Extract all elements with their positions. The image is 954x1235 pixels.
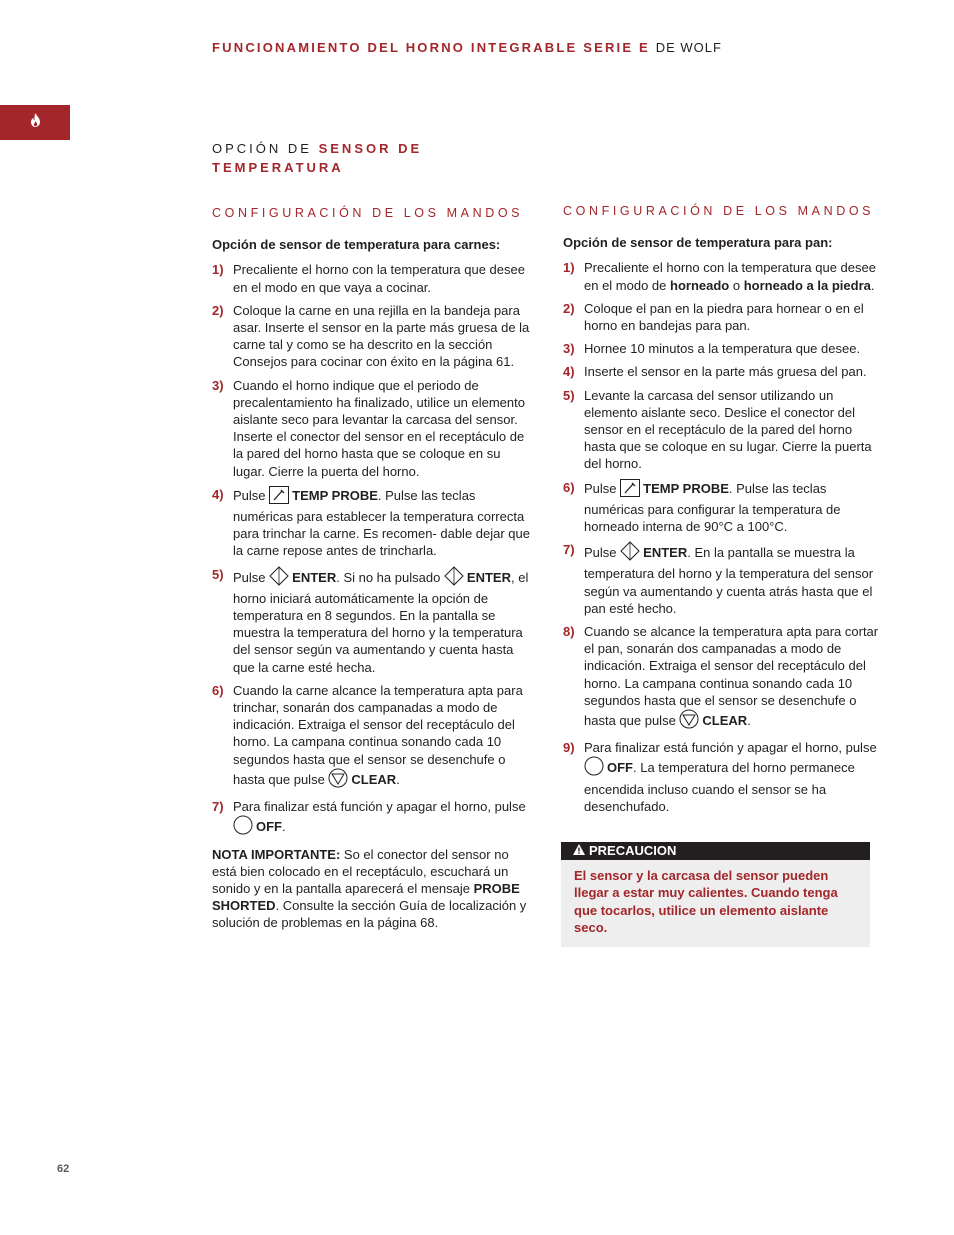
list-item	[563, 340, 883, 357]
step-text: . Pulse las teclas numéricas para configurar la temperatura de horneado interna de 90°C a 100°C.	[584, 480, 841, 535]
step-number: 3)	[212, 377, 224, 393]
step-text: Cuando la carne alcance la temperatura apta para trinchar, sonarán dos campanadas a modo de indicación. Extraiga el sensor del receptáculo del horno. La campana continua sonando cada 10 segundos hasta que el sensor se desenchufe o hasta que pulse	[233, 682, 523, 787]
enter-key-icon	[620, 541, 640, 565]
clear-key-icon	[679, 709, 699, 733]
step-text: . Si no ha pulsado	[336, 569, 441, 585]
list-item	[563, 363, 883, 380]
list-item	[212, 486, 532, 560]
step-text: Pulse	[584, 480, 617, 496]
note-text: So el conector del sensor no está bien colocado en el receptáculo, escuchará un sonido y en la pantalla aparecerá el mensaje	[212, 846, 509, 896]
caution-box	[561, 842, 870, 947]
step-text: Coloque la carne en una rejilla en la bandeja para asar. Inserte el sensor en la parte más gruesa de la carne tal y como se ha descrito en la sección Consejos para cocinar con éxito en la página 61.	[233, 302, 530, 370]
list-item	[563, 739, 883, 815]
enter-key-icon	[269, 566, 289, 590]
key-label: ENTER	[643, 545, 688, 561]
step-text: Cuando se alcance la temperatura apta para cortar el pan, sonarán dos campanadas a modo de indicación. Extraiga el sensor del receptáculo del horno. La campana continua sonando cada 10 segundos hasta que el sensor se desenchufe o hasta que pulse	[584, 624, 879, 729]
header-brand: DE WOLF	[655, 40, 722, 55]
list-item	[212, 682, 532, 792]
running-header	[212, 40, 722, 55]
key-label: OFF	[256, 819, 282, 835]
step-text: Cuando el horno indique que el periodo de precalentamiento ha finalizado, utilice un elemento aislante seco para levantar la carcasa del sensor. Inserte el conector del sensor en el receptáculo de la pared del horno hasta que se coloque en su lugar. Cierre la puerta del horno.	[233, 377, 525, 479]
step-bold: horneado a la piedra	[743, 277, 871, 293]
key-label: OFF	[607, 760, 633, 776]
right-column	[563, 203, 883, 821]
step-text: Para finalizar está función y apagar el horno, pulse	[584, 740, 877, 756]
step-number: 1)	[212, 262, 224, 278]
step-number: 4)	[563, 364, 575, 380]
step-text: .	[870, 277, 875, 293]
list-item	[212, 377, 532, 480]
step-text: .	[396, 771, 400, 787]
section-tab	[0, 105, 70, 140]
note-text: . Consulte la sección Guía de localización y solución de problemas en la página 68.	[212, 898, 527, 931]
right-intro: Opción de sensor de temperatura para pan:	[563, 235, 833, 251]
key-label: TEMP PROBE	[643, 480, 729, 496]
list-item	[563, 300, 883, 334]
step-text: Pulse	[233, 569, 266, 585]
section-title	[212, 139, 492, 177]
list-item	[212, 566, 532, 676]
note-bold: PROBE SHORTED	[212, 880, 520, 914]
step-text: Para finalizar está función y apagar el horno, pulse	[233, 799, 526, 815]
note-label: NOTA IMPORTANTE:	[212, 846, 341, 862]
list-item	[212, 261, 532, 295]
step-text: Pulse	[233, 487, 266, 503]
page-number: 62	[57, 1163, 70, 1175]
step-text: Hornee 10 minutos a la temperatura que desee.	[584, 341, 861, 357]
right-steps	[563, 259, 883, 815]
step-text: Coloque el pan en la piedra para hornear o en el horno en bandejas para pan.	[584, 300, 864, 334]
step-text: Inserte el sensor en la parte más gruesa del pan.	[584, 364, 867, 380]
step-text: . La temperatura del horno permanece encendida incluso cuando el sensor se ha desenchufado.	[584, 760, 855, 814]
key-label: ENTER	[292, 569, 337, 585]
step-bold: horneado	[670, 277, 730, 293]
key-label: ENTER	[466, 569, 511, 585]
header-title: FUNCIONAMIENTO DEL HORNO INTEGRABLE SERIE E	[212, 40, 650, 55]
step-text: o	[729, 277, 744, 293]
step-number: 3)	[563, 341, 575, 357]
warning-icon	[573, 842, 585, 860]
step-text: . Pulse las teclas numéricas para establecer la temperatura correcta para trinchar la carne. Es recomen- dable dejar que la carne repose antes de trincharla.	[233, 487, 530, 559]
step-text: . En la pantalla se muestra la temperatura del horno y la temperatura del sensor según va aumentando y cuenta atrás hasta que el pan esté hecho.	[584, 545, 874, 616]
list-item	[563, 623, 883, 733]
section-title-prefix: OPCIÓN DE	[212, 141, 312, 156]
important-note	[212, 846, 532, 932]
clear-key-icon	[328, 768, 348, 792]
step-number: 9)	[563, 740, 575, 756]
off-key-icon	[584, 756, 604, 780]
list-item	[563, 259, 883, 293]
step-number: 5)	[212, 566, 224, 582]
enter-key-icon	[444, 566, 464, 590]
step-text: Precaliente el horno con la temperatura que desee en el modo en que vaya a cocinar.	[233, 262, 525, 295]
left-steps	[212, 261, 532, 839]
step-text: Precaliente el horno con la temperatura que desee en el modo de	[584, 260, 876, 293]
section-title-bold: SENSOR DE TEMPERATURA	[212, 141, 423, 175]
temp-probe-key-icon	[620, 479, 640, 501]
left-subhead: CONFIGURACIÓN DE LOS MANDOS	[212, 206, 524, 220]
caution-header	[561, 842, 870, 860]
step-number: 8)	[563, 624, 575, 640]
list-item	[563, 479, 883, 536]
key-label: CLEAR	[702, 713, 748, 729]
list-item	[563, 387, 883, 473]
left-intro: Opción de sensor de temperatura para carnes:	[212, 237, 501, 253]
caution-label: PRECAUCION	[589, 843, 677, 858]
step-number: 2)	[563, 300, 575, 316]
step-number: 6)	[563, 479, 575, 495]
off-key-icon	[233, 815, 253, 839]
step-number: 7)	[563, 542, 575, 558]
temp-probe-key-icon	[269, 486, 289, 508]
list-item	[212, 302, 532, 371]
step-number: 2)	[212, 302, 224, 318]
left-column	[212, 205, 532, 932]
step-number: 1)	[563, 260, 575, 276]
key-label: TEMP PROBE	[292, 487, 378, 503]
flame-icon	[30, 113, 41, 132]
step-text: , el horno iniciará automáticamente la opción de temperatura en 8 segundos. En la pantalla se muestra la temperatura del horno y la temperatura del sensor según va aumentando y cuenta hasta que la carne esté hecha.	[233, 569, 529, 675]
list-item	[212, 798, 532, 839]
step-text: Pulse	[584, 545, 617, 561]
step-number: 7)	[212, 799, 224, 815]
step-number: 4)	[212, 486, 224, 502]
step-number: 5)	[563, 387, 575, 403]
step-text: .	[747, 713, 751, 729]
right-subhead: CONFIGURACIÓN DE LOS MANDOS	[563, 204, 875, 218]
step-number: 6)	[212, 682, 224, 698]
step-text: Levante la carcasa del sensor utilizando un elemento aislante seco. Deslice el conector del sensor en el receptáculo de la pared del horno hasta que se coloque en su lugar. Cierre la puerta del horno.	[584, 387, 872, 472]
caution-text: El sensor y la carcasa del sensor pueden llegar a estar muy calientes. Cuando tenga que tocarlos, utilice un elemento aislante seco.	[574, 868, 838, 936]
step-text: .	[282, 819, 286, 835]
key-label: CLEAR	[351, 771, 397, 787]
list-item	[563, 541, 883, 617]
